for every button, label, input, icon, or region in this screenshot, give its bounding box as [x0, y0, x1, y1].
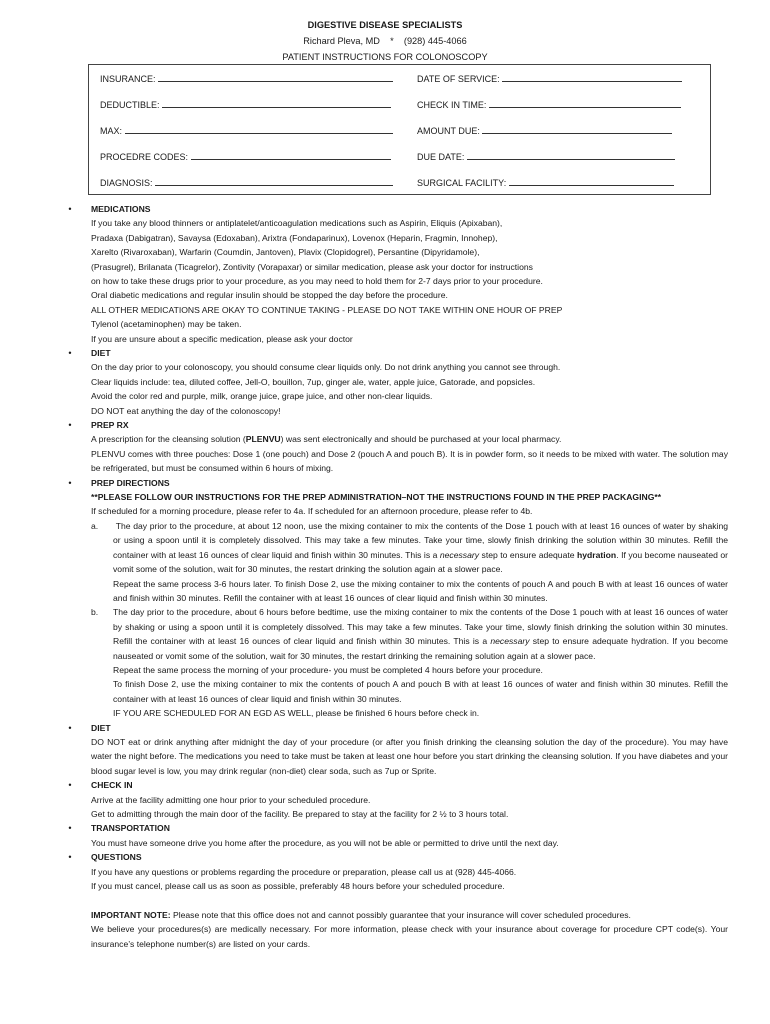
diet-line: On the day prior to your colonoscopy, you should consume clear liquids only. Do not drink anything you cannot see through. [91, 362, 561, 373]
section-prep-directions [68, 476, 729, 721]
document-header [0, 17, 770, 65]
procedure-codes-label: PROCEDRE CODES: [100, 152, 189, 162]
separator: * [390, 36, 394, 46]
check-in-line: Get to admitting through the main door of the facility. Be prepared to stay at the facility for 2 ½ to 3 hours total. [91, 808, 509, 819]
medications-line: Xarelto (Rivaroxaban), Warfarin (Coumdin, Jantoven), Plavix (Clopidogrel), Persantine (Dipyridamole), [91, 247, 480, 258]
text-run: . If you become nauseated or vomit some of the solution, wait for 30 minutes, the restart drinking the solution again at a slower pace. [113, 549, 729, 575]
prep-b-paragraph-1 [113, 605, 728, 663]
diagnosis-label: DIAGNOSIS: [100, 178, 153, 188]
prep-b-paragraph-2: Repeat the same process the morning of your procedure- you must be completed 4 hours before your procedure. [113, 664, 543, 675]
list-marker-a: a. [91, 520, 99, 531]
billing-form-box [88, 64, 711, 195]
section-transportation [68, 821, 728, 850]
instructions-body [0, 202, 770, 951]
diet-line: Avoid the color red and purple, milk, orange juice, grape juice, and other non-clear liquids. [91, 391, 433, 402]
emphasis: necessary [439, 549, 480, 560]
transportation-line: You must have someone drive you home after the procedure, as you will not be able or permitted to drive until the next day. [91, 837, 559, 848]
form-row-3 [89, 123, 710, 139]
prep-intro: If scheduled for a morning procedure, please refer to 4a. If scheduled for an afternoon procedure, please refer to 4b. [91, 506, 533, 517]
max-label: MAX: [100, 126, 123, 136]
bullet-icon: • [68, 722, 72, 733]
list-marker-b: b. [91, 607, 99, 618]
date-of-service-blank [502, 71, 682, 82]
questions-line: If you have any questions or problems regarding the procedure or preparation, please call us at (928) 445-4066. [91, 866, 517, 877]
amount-due-field [417, 123, 672, 138]
deductible-field [100, 97, 391, 112]
check-in-time-label: CHECK IN TIME: [417, 100, 487, 110]
doctor-name: Richard Pleva, MD [303, 36, 380, 46]
procedure-codes-field [100, 149, 391, 164]
doctor-line [0, 33, 770, 49]
section-title-medications: MEDICATIONS [91, 204, 151, 214]
medications-line: If you take any blood thinners or antiplatelet/anticoagulation medications such as Aspirin, Eliquis (Apixaban), [91, 218, 503, 229]
max-field [100, 123, 393, 138]
procedure-codes-blank [191, 149, 391, 160]
emphasis: necessary [490, 636, 530, 647]
document-title: PATIENT INSTRUCTIONS FOR COLONOSCOPY [282, 52, 488, 62]
spacer [0, 893, 770, 907]
check-in-line: Arrive at the facility admitting one hour prior to your scheduled procedure. [91, 794, 371, 805]
diet-line: Clear liquids include: tea, diluted coffee, Jell-O, bouillon, 7up, ginger ale, water, apple juice, Gatorade, and popsicles. [91, 376, 536, 387]
medications-line: Tylenol (acetaminophen) may be taken. [91, 319, 242, 330]
bullet-icon: • [68, 477, 72, 488]
form-row-1 [89, 71, 710, 87]
prep-b-paragraph-3: To finish Dose 2, use the mixing container to mix the contents of pouch A and pouch B with at least 16 ounces of water and finish within 30 minutes. Refill the container with at least 16 ounces of clear liquid and finish within 30 minutes. [113, 679, 728, 704]
bullet-icon: • [68, 780, 72, 791]
insurance-field [100, 71, 393, 86]
emphasis-bold: hydration [577, 549, 617, 560]
medications-line: Oral diabetic medications and regular insulin should be stopped the day before the procedure. [91, 290, 448, 301]
text-run: step to ensure adequate [479, 549, 578, 560]
section-questions [68, 850, 728, 893]
section-title-prep-directions: PREP DIRECTIONS [91, 477, 170, 488]
org-name: DIGESTIVE DISEASE SPECIALISTS [307, 20, 463, 30]
deductible-blank [162, 97, 391, 108]
date-of-service-field [417, 71, 682, 86]
important-note-text: Please note that this office does not and cannot possibly guarantee that your insurance will cover scheduled procedures. [170, 909, 631, 920]
medications-line: If you are unsure about a specific medication, please ask your doctor [91, 333, 353, 344]
text-run: A prescription for the cleansing solution ( [91, 434, 246, 445]
form-row-4 [89, 149, 710, 165]
section-title-check-in: CHECK IN [91, 780, 133, 791]
section-title-transportation: TRANSPORTATION [91, 823, 170, 834]
bullet-icon: • [68, 852, 72, 863]
due-date-label: DUE DATE: [417, 152, 465, 162]
amount-due-blank [482, 123, 672, 134]
prep-rx-description: PLENVU comes with three pouches: Dose 1 (one pouch) and Dose 2 (pouch A and pouch B). It is in powder form, so it needs to be mixed with water. The solution may be refrigerated, but must be consumed within 6 hours of mixing. [91, 448, 728, 474]
prep-option-a [91, 519, 728, 605]
check-in-time-field [417, 97, 681, 112]
due-date-field [417, 149, 675, 164]
section-medications [68, 202, 728, 346]
drug-name: PLENVU [245, 434, 281, 445]
bullet-icon: • [68, 420, 72, 431]
amount-due-label: AMOUNT DUE: [417, 126, 480, 136]
bullet-icon: • [68, 823, 72, 834]
medications-line: on how to take these drugs prior to your procedure, as you may need to hold them for 2-7 days prior to your procedure. [91, 276, 543, 287]
due-date-blank [467, 149, 675, 160]
section-check-in [68, 778, 728, 821]
prep-a-paragraph-1 [113, 519, 728, 577]
section-title-diet: DIET [91, 348, 111, 359]
text-run: ) was sent electronically and should be purchased at your local pharmacy. [280, 434, 562, 445]
form-row-5 [89, 175, 710, 191]
bullet-icon: • [68, 348, 72, 359]
medications-line: Pradaxa (Dabigatran), Savaysa (Edoxaban), Arixtra (Fondaparinux), Lovenox (Heparin, Fragmin, Innohep), [91, 232, 498, 243]
office-phone: (928) 445-4066 [403, 36, 467, 46]
prep-b-paragraph-4: IF YOU ARE SCHEDULED FOR AN EGD AS WELL, please be finished 6 hours before check in. [113, 708, 480, 719]
important-note-line [91, 908, 728, 922]
surgical-facility-blank [509, 175, 674, 186]
medications-line: (Prasugrel), Brilanata (Ticagrelor), Zontivity (Vorapaxar) or similar medication, please ask your doctor for instructions [91, 261, 533, 272]
deductible-label: DEDUCTIBLE: [100, 100, 160, 110]
insurance-blank [158, 71, 393, 82]
diet-line: DO NOT eat anything the day of the colonoscopy! [91, 405, 281, 416]
diagnosis-blank [155, 175, 393, 186]
prep-rx-prescription-line [91, 432, 728, 446]
date-of-service-label: DATE OF SERVICE: [417, 74, 500, 84]
section-diet-procedure-day [68, 721, 728, 779]
section-diet-day-prior [68, 346, 728, 418]
max-blank [125, 123, 393, 134]
surgical-facility-field [417, 175, 674, 190]
medications-line: ALL OTHER MEDICATIONS ARE OKAY TO CONTINUE TAKING - PLEASE DO NOT TAKE WITHIN ONE HOUR OF PREP [91, 304, 563, 315]
important-note-paragraph: We believe your procedures(s) are medically necessary. For more information, please check with your insurance about coverage for procedure CPT code(s). Your insurance’s telephone number(s) are listed on your cards. [91, 924, 728, 949]
section-important-note [91, 908, 728, 951]
text-run: The day prior to the procedure, at about 12 noon, use the mixing container to mix the contents of the Dose 1 pouch with at least 16 ounces of water by shaking or using a spoon until it is completely dissolved. This may take a few minutes. Take your time, slowly finish drinking the solution within 30 minutes. Refill the container with at least 16 ounces of clear liquid and finish within 30 minutes. This is a [113, 520, 728, 560]
form-row-2 [89, 97, 710, 113]
check-in-time-blank [489, 97, 681, 108]
prep-option-b [91, 605, 728, 720]
questions-line: If you must cancel, please call us as soon as possible, preferably 48 hours before your scheduled procedure. [91, 880, 505, 891]
section-prep-rx [68, 418, 728, 476]
section-title-diet: DIET [91, 722, 111, 733]
prep-warning: **PLEASE FOLLOW OUR INSTRUCTIONS FOR THE PREP ADMINISTRATION–NOT THE INSTRUCTIONS FOUND IN THE PREP PACKAGING** [91, 492, 662, 503]
diagnosis-field [100, 175, 393, 190]
bullet-icon: • [68, 204, 72, 214]
surgical-facility-label: SURGICAL FACILITY: [417, 178, 507, 188]
important-note-label: IMPORTANT NOTE: [91, 909, 171, 920]
text-run: The day prior to the procedure, about 6 hours before bedtime, use the mixing container to mix the contents of the Dose 1 pouch with at least 16 ounces of water by shaking or using a spoon until it is completely dissolved. This may take a few minutes. Take your time, slowly finish drinking the solution within 30 minutes. Refill the container with at least 16 ounces of clear liquid and finish within 30 minutes. This is a [113, 607, 728, 647]
section-title-prep-rx: PREP RX [91, 420, 129, 431]
section-title-questions: QUESTIONS [91, 852, 142, 863]
prep-a-paragraph-2: Repeat the same process 3-6 hours later. To finish Dose 2, use the mixing container to mix the contents of pouch A and pouch B with at least 16 ounces of water and finish within 30 minutes. Refill the container with at least 16 ounces of clear liquid and finish within 30 minutes. [113, 578, 728, 603]
text-run: step to ensure adequate hydration. If you become nauseated or vomit some of the solution, wait for 30 minutes, the restart drinking the remaining solution again at a slower pace. [113, 636, 728, 661]
diet-paragraph: DO NOT eat or drink anything after midnight the day of your procedure (or after you finish drinking the cleansing solution the day of the procedure). You may have water the night before. The medications you need to take must be taken at least one hour before you start drinking the cleansing solution. If you have diabetes and your blood sugar level is low, you may drink regular (non-diet) clear soda, such as 7up or Sprite. [91, 736, 728, 776]
insurance-label: INSURANCE: [100, 74, 156, 84]
